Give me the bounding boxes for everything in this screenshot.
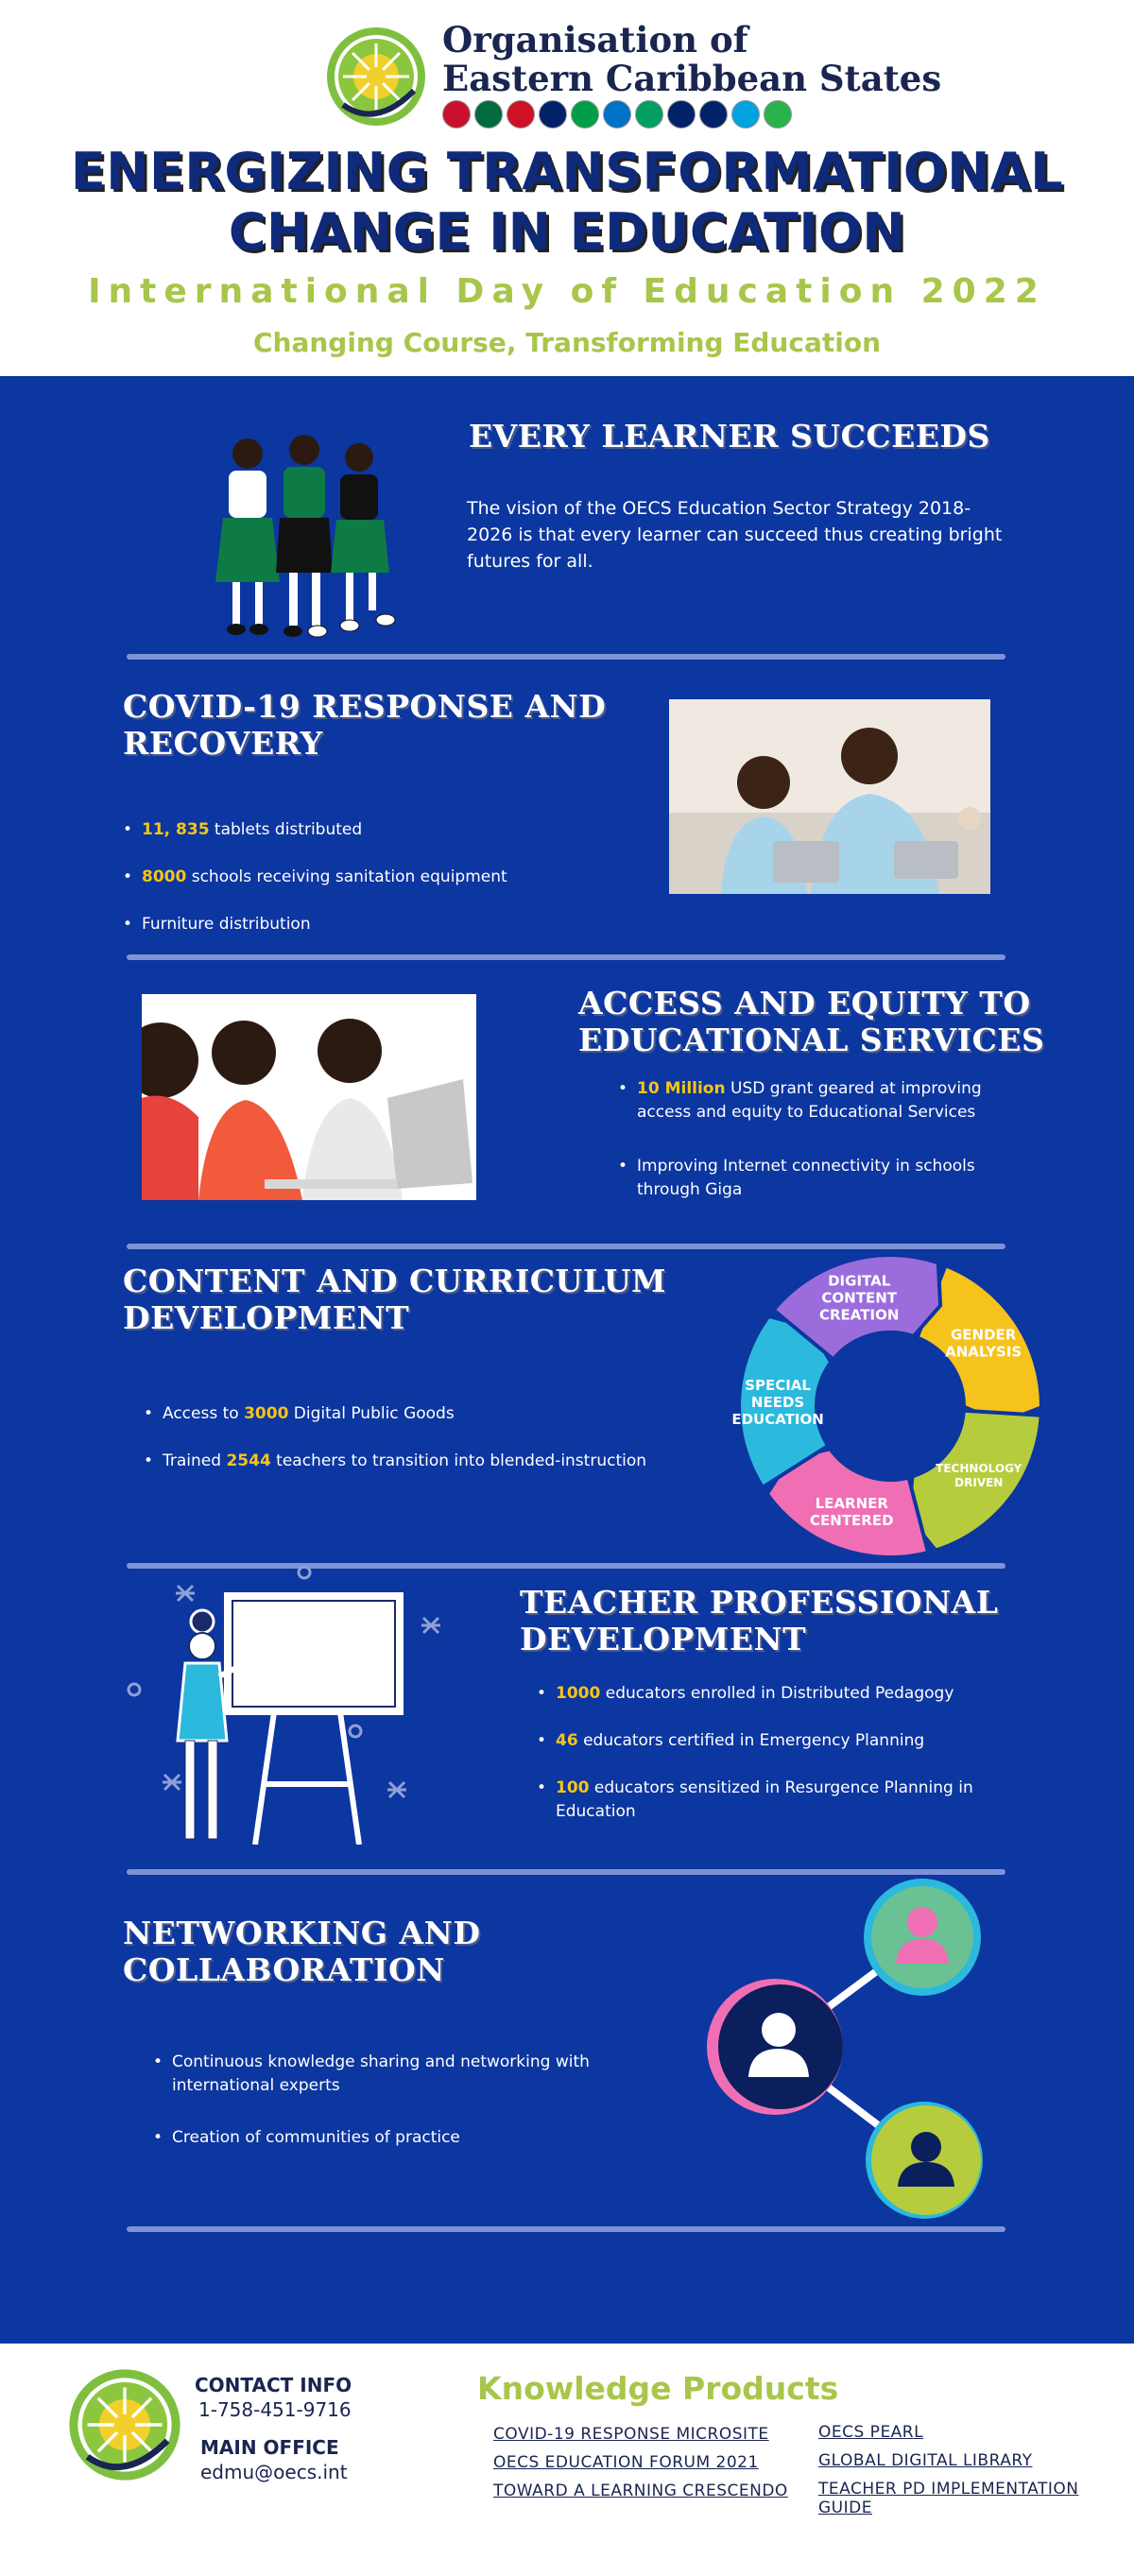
access-title-line1: ACCESS AND EQUITY TO (578, 985, 1031, 1022)
main-title (0, 142, 1134, 263)
covid-title (123, 688, 606, 762)
divider-1 (127, 654, 1005, 660)
flag-11 (764, 100, 792, 129)
learner-text: The vision of the OECS Education Sector Strategy 2018-2026 is that every learner can succeed thus creating bright futures for all. (467, 498, 1003, 572)
network-title-line2: COLLABORATION (123, 1951, 445, 1988)
cycle-label-4: SPECIAL NEEDS EDUCATION (731, 1376, 824, 1428)
flag-3 (507, 100, 535, 129)
divider-2 (127, 954, 1005, 960)
cycle-label-1: GENDER ANALYSIS (945, 1326, 1022, 1361)
covid-item-2 (123, 866, 652, 889)
flag-8 (667, 100, 696, 129)
access-title (578, 985, 1044, 1058)
cycle-label-3: LEARNER CENTERED (810, 1494, 894, 1529)
teacher-item-3 (537, 1777, 981, 1824)
contact-email[interactable]: edmu@oecs.int (200, 2461, 348, 2483)
access-item-2 (618, 1155, 1015, 1202)
knowledge-products-title: Knowledge Products (477, 2370, 839, 2407)
teacher-item-2 (537, 1729, 981, 1753)
network-item-1-text: Continuous knowledge sharing and networking with international experts (172, 2052, 590, 2095)
content-item-2-highlight: 2544 (226, 1451, 271, 1470)
flag-6 (603, 100, 631, 129)
cycle-label-2: TECHNOLOGY DRIVEN (936, 1461, 1022, 1489)
students-illustration (200, 431, 410, 646)
org-name (442, 21, 941, 98)
event-subtitle: International Day of Education 2022 (88, 272, 1046, 311)
cycle-label-5: DIGITAL CONTENT CREATION (819, 1272, 900, 1324)
link-global-digital-library[interactable]: GLOBAL DIGITAL LIBRARY (818, 2451, 1033, 2470)
flag-7 (635, 100, 663, 129)
divider-5 (127, 1869, 1005, 1875)
link-covid-microsite[interactable]: COVID-19 RESPONSE MICROSITE (493, 2425, 769, 2444)
covid-item-1-text: tablets distributed (209, 820, 363, 839)
teacher-title (520, 1584, 998, 1657)
content-title-line1: CONTENT AND CURRICULUM (123, 1262, 667, 1299)
content-item-1-text: Digital Public Goods (288, 1404, 455, 1423)
content-item-1-pre: Access to (163, 1404, 245, 1423)
footer-oecs-logo (66, 2366, 183, 2483)
learning-cycle-diagram (731, 1247, 1049, 1565)
teacher-item-3-highlight: 100 (556, 1778, 590, 1797)
header (0, 0, 1134, 376)
flag-2 (474, 100, 503, 129)
network-title-line1: NETWORKING AND (123, 1915, 481, 1951)
main-title-line1: ENERGIZING TRANSFORMATIONAL (70, 142, 1064, 201)
link-teacher-pd-guide[interactable]: TEACHER PD IMPLEMENTATION GUIDE (818, 2480, 1079, 2517)
link-oecs-pearl[interactable]: OECS PEARL (818, 2423, 924, 2442)
covid-title-line1: COVID-19 RESPONSE AND (123, 688, 607, 725)
covid-title-line2: RECOVERY (123, 725, 323, 762)
covid-item-1 (123, 818, 652, 842)
covid-item-2-highlight: 8000 (142, 867, 187, 886)
covid-item-2-text: schools receiving sanitation equipment (186, 867, 507, 886)
covid-item-1-highlight: 11, 835 (142, 820, 210, 839)
access-item-1-highlight: 10 Million (637, 1079, 726, 1098)
access-title-line2: EDUCATIONAL SERVICES (578, 1022, 1045, 1058)
org-name-line1: Organisation of (442, 19, 748, 60)
network-title (123, 1915, 480, 1988)
contact-info-label: CONTACT INFO (195, 2374, 352, 2396)
content-item-2-pre: Trained (163, 1451, 227, 1470)
oecs-logo (324, 25, 428, 129)
covid-item-3-text: Furniture distribution (142, 915, 311, 934)
teacher-whiteboard-illustration (123, 1561, 444, 1845)
content-item-2 (144, 1450, 692, 1473)
teacher-title-line1: TEACHER PROFESSIONAL (520, 1584, 999, 1621)
access-item-1 (618, 1077, 1015, 1125)
link-learning-crescendo[interactable]: TOWARD A LEARNING CRESCENDO (493, 2482, 788, 2500)
main-title-line2: CHANGE IN EDUCATION (228, 202, 906, 262)
content-item-1 (144, 1402, 692, 1426)
teacher-title-line2: DEVELOPMENT (520, 1621, 807, 1657)
content-item-1-highlight: 3000 (244, 1404, 289, 1423)
learner-title: EVERY LEARNER SUCCEEDS (469, 418, 990, 455)
network-nodes-illustration (699, 1877, 1002, 2226)
teacher-item-1 (537, 1682, 981, 1706)
teacher-item-1-highlight: 1000 (556, 1684, 601, 1703)
divider-6 (127, 2226, 1005, 2232)
girls-laptop-photo (142, 994, 476, 1200)
covid-item-3 (123, 913, 652, 936)
flag-5 (571, 100, 599, 129)
teacher-item-3-text: educators sensitized in Resurgence Planning in Education (556, 1778, 973, 1821)
org-name-line2: Eastern Caribbean States (442, 58, 942, 99)
main-office-label: MAIN OFFICE (200, 2436, 339, 2459)
learning-cycle-svg (731, 1247, 1049, 1565)
flag-1 (442, 100, 471, 129)
network-item-2 (153, 2126, 616, 2150)
contact-phone[interactable]: 1-758-451-9716 (198, 2398, 352, 2421)
teacher-item-2-text: educators certified in Emergency Planning (577, 1731, 925, 1750)
access-item-2-text: Improving Internet connectivity in schools through Giga (637, 1157, 975, 1199)
teacher-item-1-text: educators enrolled in Distributed Pedagogy (600, 1684, 954, 1703)
content-title (123, 1262, 666, 1336)
flag-10 (731, 100, 760, 129)
teacher-item-2-highlight: 46 (556, 1731, 578, 1750)
mother-child-tablet-photo (669, 699, 990, 894)
access-item-1-text: USD grant geared at improving access and equity to Educational Services (637, 1079, 982, 1122)
content-item-2-text: teachers to transition into blended-instruction (270, 1451, 647, 1470)
member-flags (442, 100, 792, 129)
link-education-forum[interactable]: OECS EDUCATION FORUM 2021 (493, 2453, 759, 2472)
network-item-2-text: Creation of communities of practice (172, 2128, 460, 2147)
flag-9 (699, 100, 728, 129)
network-item-1 (153, 2051, 616, 2098)
content-title-line2: DEVELOPMENT (123, 1299, 410, 1336)
event-tagline: Changing Course, Transforming Education (252, 327, 882, 358)
flag-4 (539, 100, 567, 129)
